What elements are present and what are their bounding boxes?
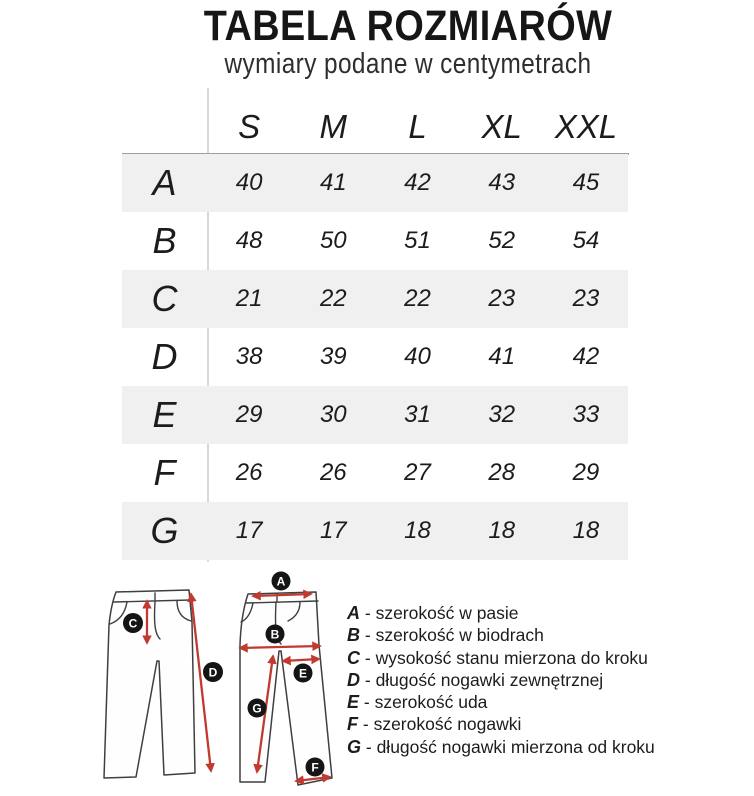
- size-value: 41: [488, 343, 516, 370]
- size-value: 54: [572, 227, 600, 254]
- size-value: 17: [235, 517, 263, 544]
- size-value: 23: [572, 285, 600, 312]
- legend-dash: -: [359, 692, 375, 713]
- size-value: 21: [235, 285, 263, 312]
- size-value: 30: [319, 401, 347, 428]
- size-value: 41: [319, 169, 347, 196]
- legend-item: [347, 624, 655, 646]
- marker-a-letter: A: [276, 574, 286, 589]
- legend-item: [347, 669, 655, 691]
- size-value: 29: [235, 401, 263, 428]
- marker-f-letter: F: [311, 760, 319, 775]
- size-value: 23: [488, 285, 516, 312]
- size-value: 38: [235, 343, 263, 370]
- legend-text: wysokość stanu mierzona do kroku: [375, 647, 648, 668]
- legend-letter: D: [347, 669, 360, 690]
- marker-d-letter: D: [208, 665, 218, 680]
- size-value: 42: [572, 343, 600, 370]
- size-value: 48: [235, 227, 263, 254]
- marker-b-letter: B: [270, 627, 280, 642]
- table-row: [122, 212, 628, 270]
- legend-item: [347, 713, 655, 735]
- page-title: TABELA ROZMIARÓW: [203, 2, 613, 50]
- legend-item: [347, 691, 655, 713]
- size-value: 50: [319, 227, 347, 254]
- pants-outline: [240, 592, 332, 785]
- legend-letter: C: [347, 647, 360, 668]
- legend-text: szerokość w pasie: [375, 603, 519, 623]
- size-value: 45: [572, 169, 600, 196]
- size-value: 18: [404, 517, 431, 544]
- legend: [347, 602, 655, 758]
- legend-dash: -: [360, 669, 376, 690]
- legend-item: [347, 736, 655, 758]
- table-row: [122, 386, 628, 444]
- legend-text: szerokość nogawki: [373, 714, 522, 735]
- legend-dash: -: [358, 714, 374, 735]
- column-header: XXL: [554, 108, 618, 145]
- page-subtitle: wymiary podane w centymetrach: [224, 48, 592, 80]
- size-value: 22: [319, 285, 347, 312]
- legend-letter: A: [347, 603, 360, 623]
- table-row: [122, 328, 628, 386]
- table-row: [122, 154, 628, 212]
- size-value: 33: [572, 401, 600, 428]
- size-value: 27: [404, 459, 431, 486]
- table-row: [122, 502, 628, 560]
- row-label: F: [153, 452, 176, 493]
- row-label: B: [152, 220, 177, 261]
- size-value: 22: [404, 285, 431, 312]
- row-label: C: [151, 278, 178, 319]
- size-value: 28: [488, 459, 516, 486]
- marker-c-letter: C: [128, 616, 138, 631]
- row-label: D: [151, 336, 178, 377]
- pants-diagram-right: [237, 570, 365, 794]
- size-value: 40: [235, 169, 263, 196]
- column-header: L: [408, 108, 427, 145]
- size-value: 31: [404, 401, 431, 428]
- column-header: S: [238, 108, 261, 145]
- table-header-row: [122, 100, 628, 154]
- legend-dash: -: [360, 647, 376, 668]
- size-table: [122, 100, 628, 560]
- size-value: 40: [404, 343, 431, 370]
- legend-dash: -: [360, 603, 376, 623]
- legend-dash: -: [361, 736, 377, 757]
- legend-letter: B: [347, 625, 360, 646]
- pants-diagram-left: [85, 577, 230, 792]
- row-label: A: [152, 162, 177, 203]
- size-value: 43: [488, 169, 516, 196]
- size-value: 18: [488, 517, 516, 544]
- size-value: 42: [404, 169, 431, 196]
- size-value: 32: [488, 401, 516, 428]
- legend-text: szerokość w biodrach: [375, 625, 544, 646]
- table-row: [122, 444, 628, 502]
- size-value: 29: [572, 459, 600, 486]
- row-label: E: [152, 394, 177, 435]
- size-value: 52: [488, 227, 516, 254]
- size-value: 39: [319, 343, 347, 370]
- legend-text: długość nogawki zewnętrznej: [375, 669, 604, 690]
- pants-outline: [104, 590, 195, 778]
- table-row: [122, 270, 628, 328]
- size-value: 17: [319, 517, 347, 544]
- legend-item: [347, 602, 655, 624]
- legend-letter: F: [347, 714, 358, 735]
- size-value: 26: [319, 459, 347, 486]
- legend-letter: G: [347, 736, 362, 757]
- size-value: 18: [572, 517, 600, 544]
- legend-text: długość nogawki mierzona od kroku: [376, 736, 655, 757]
- column-header: M: [319, 108, 348, 145]
- row-label: G: [150, 510, 179, 551]
- size-value: 26: [235, 459, 263, 486]
- marker-g-letter: G: [252, 701, 262, 716]
- legend-item: [347, 647, 655, 669]
- marker-e-letter: E: [298, 666, 308, 681]
- legend-text: szerokość uda: [374, 692, 488, 713]
- legend-dash: -: [360, 625, 376, 646]
- legend-letter: E: [347, 692, 360, 713]
- column-header: XL: [481, 108, 522, 145]
- size-value: 51: [404, 227, 431, 254]
